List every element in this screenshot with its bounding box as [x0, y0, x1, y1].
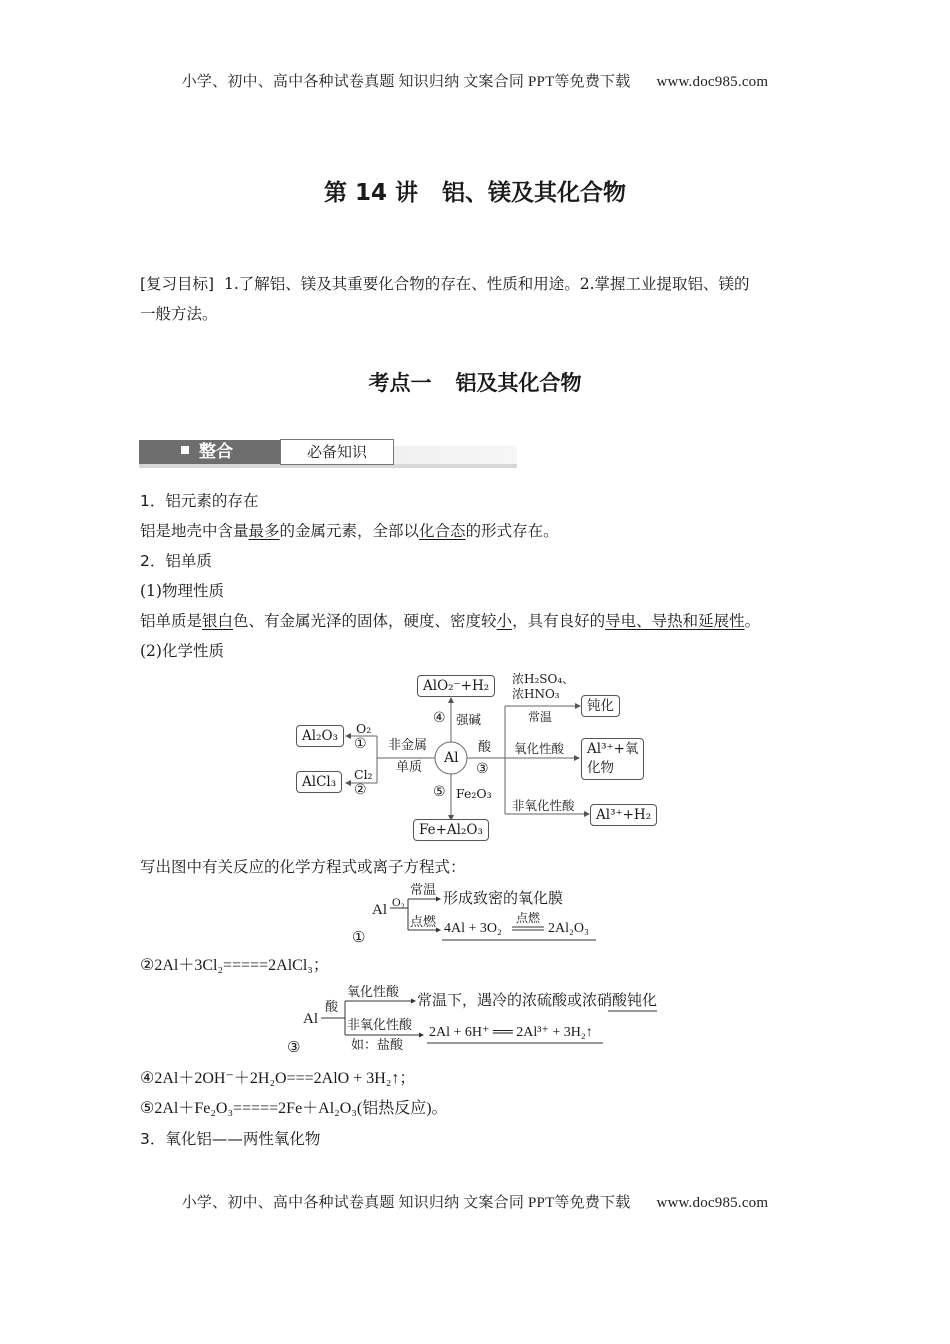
p1-answer-2: 化合态	[419, 522, 466, 540]
eq1-result-top: 形成致密的氧化膜	[443, 889, 564, 907]
label-conc-h2so4: 浓H₂SO₄、	[512, 672, 575, 686]
eq1-num: ①	[352, 928, 366, 946]
page-header	[0, 70, 950, 91]
num-1: ①	[354, 736, 367, 752]
equation-3	[285, 984, 670, 1058]
box-alcl3: AlCl₃	[296, 771, 342, 793]
eq1-reagent: O₂	[392, 895, 405, 909]
label-room-temp: 常温	[528, 710, 553, 724]
paragraph-2	[140, 606, 812, 636]
box-al3-oxide-line1: Al³⁺+氧	[587, 741, 639, 757]
heading-1: 1．铝元素的存在	[140, 492, 259, 510]
banner-knowledge: 必备知识	[280, 439, 394, 465]
eq3-result-top	[417, 992, 657, 1008]
reagent-cl2: Cl₂	[354, 767, 373, 782]
section-number: 考点一	[368, 371, 432, 395]
box-aluminate: AlO₂⁻+H₂	[417, 675, 495, 697]
eq1-right: 2Al₂O₃	[548, 921, 589, 936]
p1-post: 的形式存在。	[465, 522, 559, 540]
label-acid: 酸	[478, 740, 492, 755]
eq3-result-top-text: 常温下，遇冷的浓硫酸或浓硝酸	[417, 991, 628, 1009]
section-title	[0, 367, 950, 397]
p2-answer-2: 小	[496, 612, 513, 630]
eq3-cond-note: 如：盐酸	[351, 1038, 404, 1053]
p2-answer-1: 银白	[202, 612, 234, 630]
num-4: ④	[433, 710, 446, 726]
num-3: ③	[476, 761, 489, 777]
num-2: ②	[354, 782, 367, 798]
subheading-chemical: (2)化学性质	[140, 642, 224, 660]
label-oxidizing-acid: 氧化性酸	[514, 741, 565, 756]
p2-pre: 铝单质是	[140, 612, 203, 630]
page-footer	[0, 1191, 950, 1212]
eq3-num: ③	[287, 1038, 301, 1056]
footer-text: 小学、初中、高中各种试卷真题 知识归纳 文案合同 PPT等免费下载	[181, 1195, 631, 1211]
label-strong-base: 强碱	[456, 712, 482, 727]
box-al2o3: Al₂O₃	[296, 725, 344, 747]
p1-pre: 铝是地壳中含量	[140, 522, 249, 540]
square-icon	[181, 446, 189, 454]
label-elemental: 单质	[396, 760, 423, 775]
box-al3-oxide	[581, 738, 644, 780]
heading-2: 2．铝单质	[140, 552, 212, 570]
reagent-fe2o3: Fe₂O₃	[456, 786, 492, 801]
paragraph-1	[140, 516, 812, 546]
eq3-reactant: Al	[303, 1011, 318, 1027]
footer-url[interactable]: www.doc985.com	[656, 1195, 769, 1211]
eq3-cond-bottom: 非氧化性酸	[347, 1018, 413, 1033]
box-al3-h2: Al³⁺+H₂	[590, 804, 657, 826]
eq3-reagent: 酸	[325, 1000, 339, 1015]
box-al3-oxide-line2: 化物	[587, 760, 614, 776]
content-block	[140, 486, 812, 666]
section-banner	[139, 438, 519, 470]
diagram-center-al: Al	[444, 750, 459, 766]
eq1-cond: 点燃	[516, 911, 541, 925]
eq1-cond-top: 常温	[410, 883, 437, 898]
instruction: 写出图中有关反应的化学方程式或离子方程式：	[140, 858, 466, 876]
header-url[interactable]: www.doc985.com	[656, 74, 769, 90]
review-goals	[140, 269, 812, 329]
reagent-o2: O₂	[356, 721, 372, 736]
review-goals-line1: 1.了解铝、镁及其重要化合物的存在、性质和用途。2.掌握工业提取铝、镁的	[223, 275, 750, 293]
section-name: 铝及其化合物	[455, 371, 582, 395]
box-fe-al2o3: Fe+Al₂O₃	[413, 819, 489, 841]
header-text: 小学、初中、高中各种试卷真题 知识归纳 文案合同 PPT等免费下载	[181, 74, 631, 90]
equation-5: ⑤2Al＋Fe₂O₃=====2Fe＋Al₂O₃(铝热反应)。	[140, 1100, 448, 1117]
review-goals-line2: 一般方法。	[140, 305, 218, 323]
equation-4: ④2Al＋2OH⁻＋2H₂O===2AlO + 3H₂↑；	[140, 1070, 416, 1087]
p1-answer-1: 最多	[248, 522, 280, 540]
equation-2: ②2Al＋3Cl₂=====2AlCl₃；	[140, 957, 329, 974]
reaction-diagram	[290, 668, 670, 848]
p2-answer-3: 导电、导热和延展性	[605, 612, 745, 630]
box-passivation: 钝化	[581, 695, 620, 717]
p2-post: 。	[744, 612, 761, 630]
banner-left-label: 整合	[199, 442, 233, 462]
review-goals-label: [复习目标]	[140, 275, 215, 293]
eq1-left: 4Al + 3O₂	[444, 921, 502, 936]
heading-3: 3．氧化铝——两性氧化物	[140, 1130, 321, 1148]
eq3-result-top-answer: 钝化	[627, 991, 658, 1009]
num-5: ⑤	[433, 784, 446, 800]
subheading-physical: (1)物理性质	[140, 582, 224, 600]
p1-mid: 的金属元素，全部以	[279, 522, 420, 540]
eq1-reactant: Al	[372, 902, 387, 918]
eq3-cond-top: 氧化性酸	[347, 985, 400, 1000]
lecture-title	[0, 174, 950, 207]
eq1-cond-bottom: 点燃	[410, 915, 437, 930]
p2-mid2: ，具有良好的	[512, 612, 606, 630]
banner-integrate	[139, 440, 280, 464]
label-nonmetal: 非金属	[388, 738, 428, 753]
p2-mid1: 色、有金属光泽的固体，硬度、密度较	[233, 612, 497, 630]
label-conc-hno3: 浓HNO₃	[512, 687, 560, 701]
lecture-name: 铝、镁及其化合物	[442, 180, 627, 206]
lecture-number: 第 14 讲	[323, 180, 419, 206]
eq3-result-bottom: 2Al + 6H⁺ ══ 2Al³⁺ + 3H₂↑	[429, 1025, 593, 1040]
equation-1	[340, 882, 620, 948]
label-nonoxidizing-acid: 非氧化性酸	[512, 798, 575, 813]
